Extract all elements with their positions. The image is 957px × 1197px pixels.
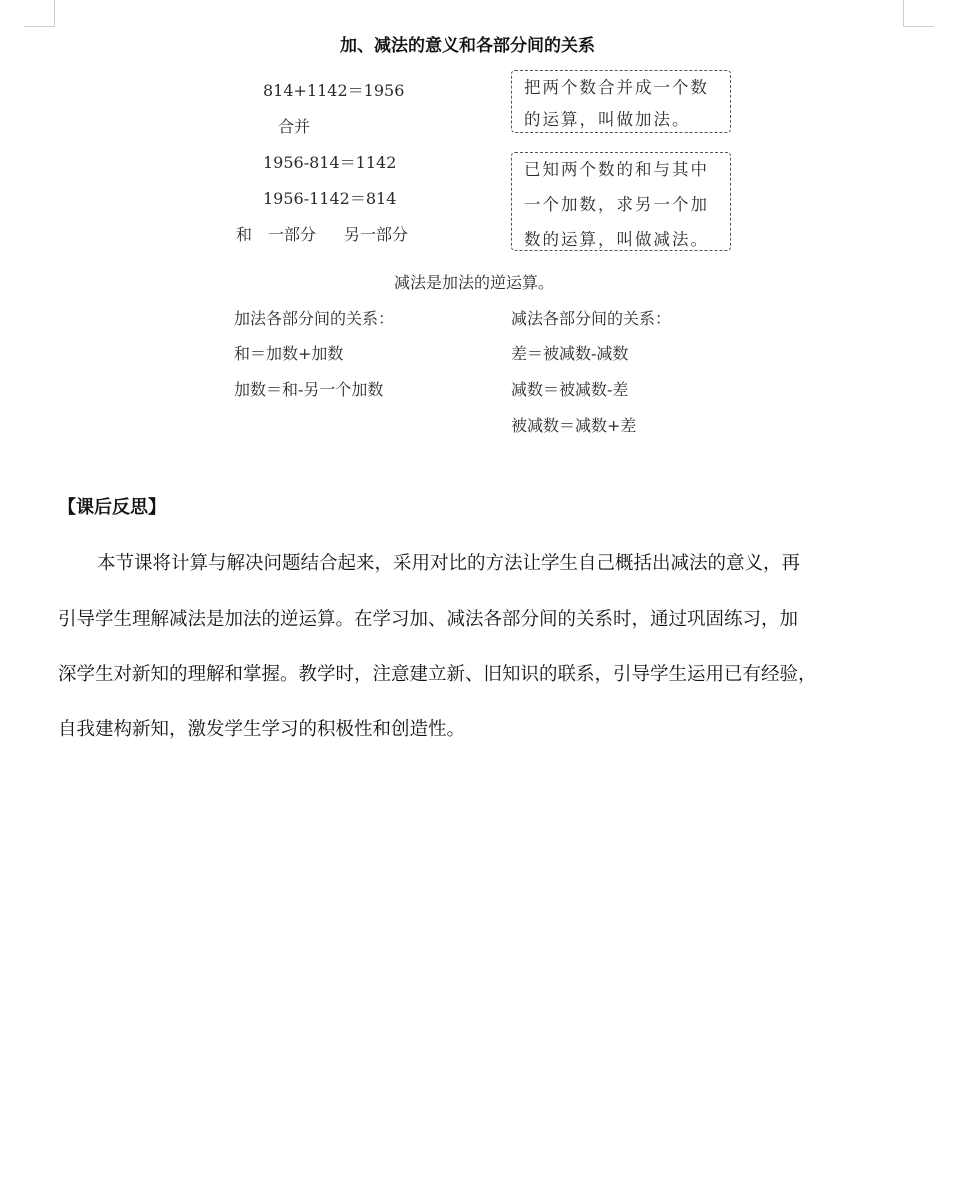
label-other-part: 另一部分	[344, 225, 409, 244]
reflection-heading: 【课后反思】	[58, 497, 166, 518]
merge-label: 合并	[278, 117, 311, 136]
subtraction-definition-line: 已知两个数的和与其中	[524, 160, 709, 179]
subtraction-rule: 差＝被减数-减数	[511, 344, 629, 363]
crop-mark-left	[24, 0, 55, 27]
subtraction-rule: 被减数＝减数+差	[511, 416, 637, 435]
subtraction-relations-heading: 减法各部分间的关系：	[511, 309, 672, 328]
label-one-part: 一部分	[268, 225, 317, 244]
reflection-paragraph-line: 自我建构新知，激发学生学习的积极性和创造性。	[58, 719, 466, 740]
label-sum: 和	[236, 225, 253, 244]
reflection-paragraph-line: 引导学生理解减法是加法的逆运算。在学习加、减法各部分间的关系时，通过巩固练习，加	[58, 609, 799, 630]
addition-relations-heading: 加法各部分间的关系：	[234, 309, 395, 328]
reflection-paragraph-line: 深学生对新知的理解和掌握。教学时，注意建立新、旧知识的联系，引导学生运用已有经验，	[58, 664, 817, 685]
reflection-paragraph-line: 本节课将计算与解决问题结合起来，采用对比的方法让学生自己概括出减法的意义，再	[97, 553, 801, 574]
inverse-statement: 减法是加法的逆运算。	[394, 273, 555, 292]
subtraction-definition-line: 数的运算，叫做减法。	[524, 230, 709, 249]
equation-subtraction-2: 1956-1142＝814	[263, 189, 397, 208]
subtraction-definition-line: 一个加数，求另一个加	[524, 195, 709, 214]
addition-definition-box	[511, 70, 731, 133]
equation-addition: 814+1142＝1956	[263, 81, 405, 100]
addition-definition-line: 的运算，叫做加法。	[524, 110, 691, 129]
subtraction-rule: 减数＝被减数-差	[511, 380, 629, 399]
addition-rule: 和＝加数+加数	[234, 344, 344, 363]
equation-subtraction-1: 1956-814＝1142	[263, 153, 397, 172]
subtraction-definition-box	[511, 152, 731, 251]
figure-title: 加、减法的意义和各部分间的关系	[340, 36, 595, 56]
addition-definition-line: 把两个数合并成一个数	[524, 78, 709, 97]
crop-mark-right	[903, 0, 934, 27]
addition-rule: 加数＝和-另一个加数	[234, 380, 384, 399]
